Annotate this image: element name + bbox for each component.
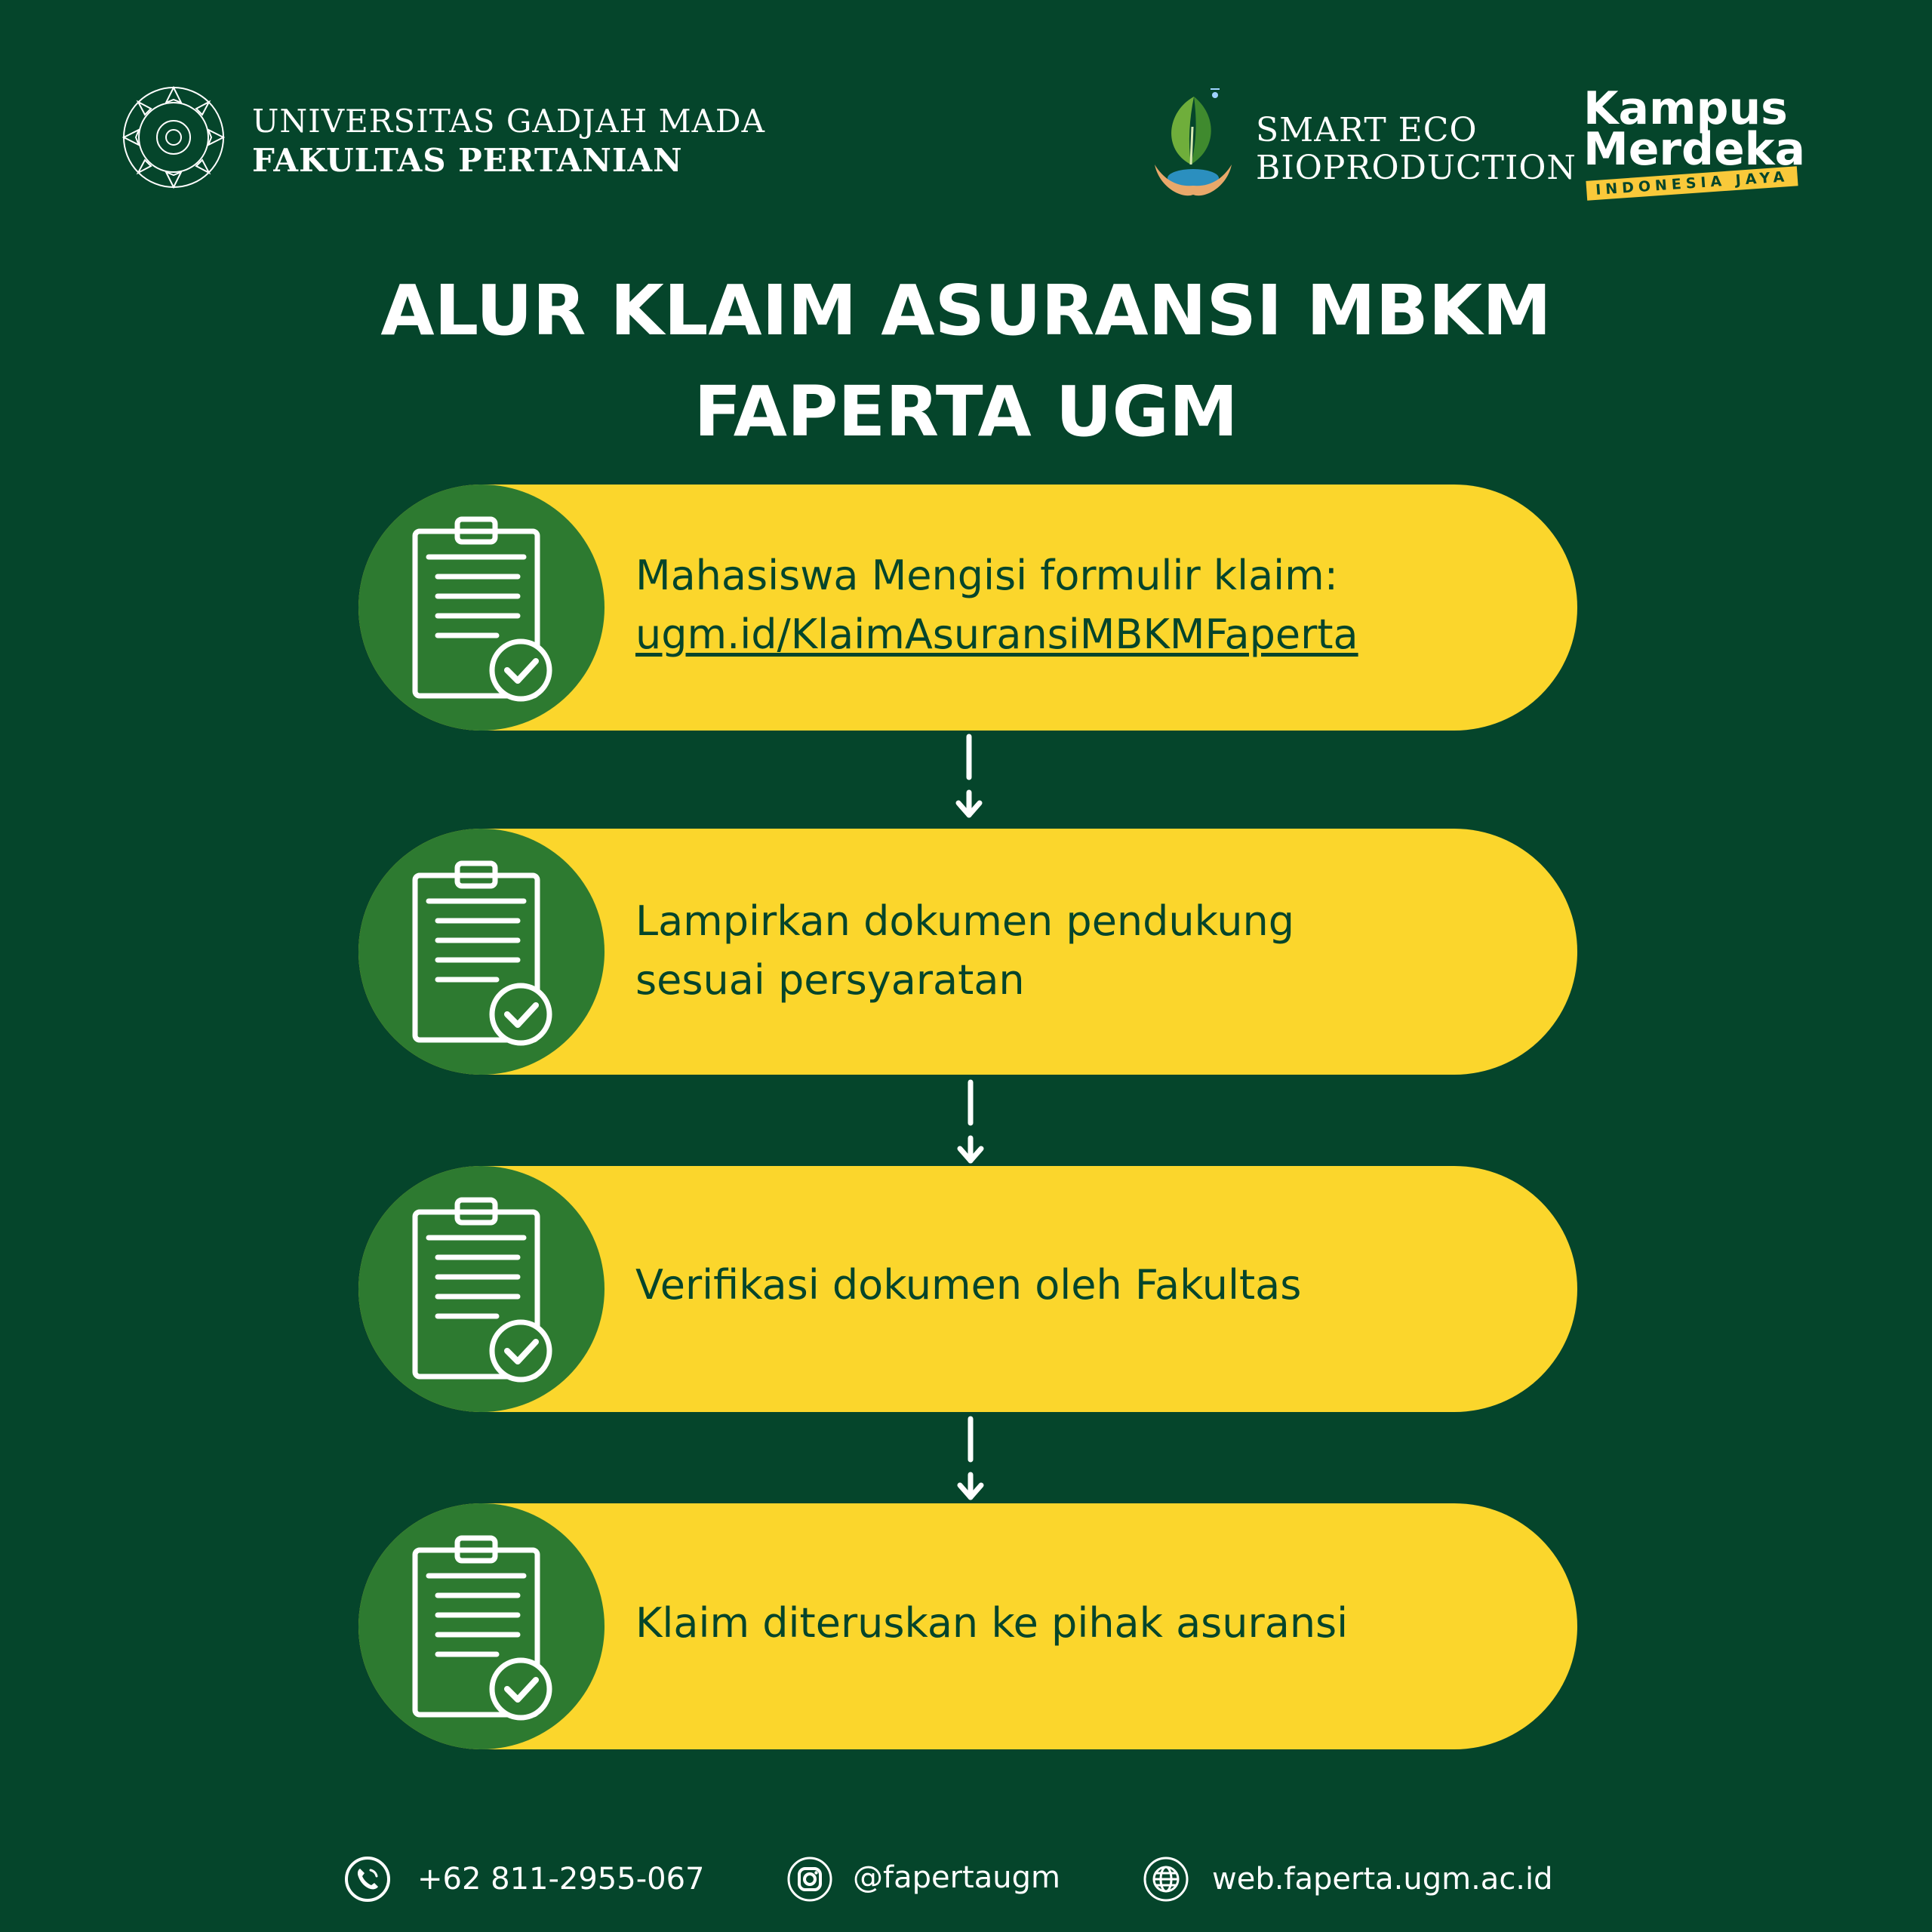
page-title-line2: FAPERTA UGM [694, 371, 1238, 452]
kampus-merdeka-logo [1583, 82, 1806, 198]
merdeka-word: Merdeka [1583, 123, 1806, 176]
globe-icon [1142, 1855, 1190, 1903]
indonesia-jaya-ribbon: INDONESIA JAYA [1586, 166, 1798, 201]
phone-icon [343, 1855, 392, 1903]
kampus-word: Kampus [1583, 82, 1788, 135]
instagram-icon [786, 1855, 834, 1903]
faculty-name: FAKULTAS PERTANIAN [252, 142, 683, 179]
footer-website[interactable]: web.faperta.ugm.ac.id [1212, 1862, 1553, 1897]
step-4-line1: Klaim diteruskan ke pihak asuransi [635, 1599, 1349, 1647]
arrow-down-icon [955, 1078, 986, 1168]
step-2-line2: sesuai persyaratan [635, 956, 1025, 1004]
footer-instagram[interactable]: @fapertaugm [853, 1860, 1060, 1895]
step-2-text [635, 892, 1526, 1010]
smart-eco-text [1256, 112, 1577, 187]
step-4-text [635, 1594, 1526, 1653]
page-title-line1: ALUR KLAIM ASURANSI MBKM [380, 270, 1552, 351]
arrow-down-icon [955, 1414, 986, 1505]
step-1-line1: Mahasiswa Mengisi formulir klaim: [635, 552, 1338, 599]
program-name-line2: BIOPRODUCTION [1256, 149, 1577, 187]
clipboard-check-icon [406, 510, 557, 706]
step-2-line1: Lampirkan dokumen pendukung [635, 897, 1294, 945]
step-3-text [635, 1256, 1526, 1315]
arrow-down-icon [954, 732, 984, 823]
ugm-seal-logo [121, 85, 226, 190]
ugm-name [252, 102, 765, 180]
step-3-line1: Verifikasi dokumen oleh Fakultas [635, 1261, 1302, 1309]
smart-eco-bioproduction-logo [1144, 82, 1242, 202]
footer-phone[interactable]: +62 811-2955-067 [417, 1862, 705, 1897]
program-name-line1: SMART ECO [1256, 111, 1478, 149]
clipboard-check-icon [406, 854, 557, 1051]
clipboard-check-icon [406, 1529, 557, 1725]
claim-form-link[interactable]: ugm.id/KlaimAsuransiMBKMFaperta [635, 611, 1358, 658]
step-1-text [635, 546, 1526, 664]
university-name: UNIVERSITAS GADJAH MADA [252, 103, 765, 140]
clipboard-check-icon [406, 1191, 557, 1387]
